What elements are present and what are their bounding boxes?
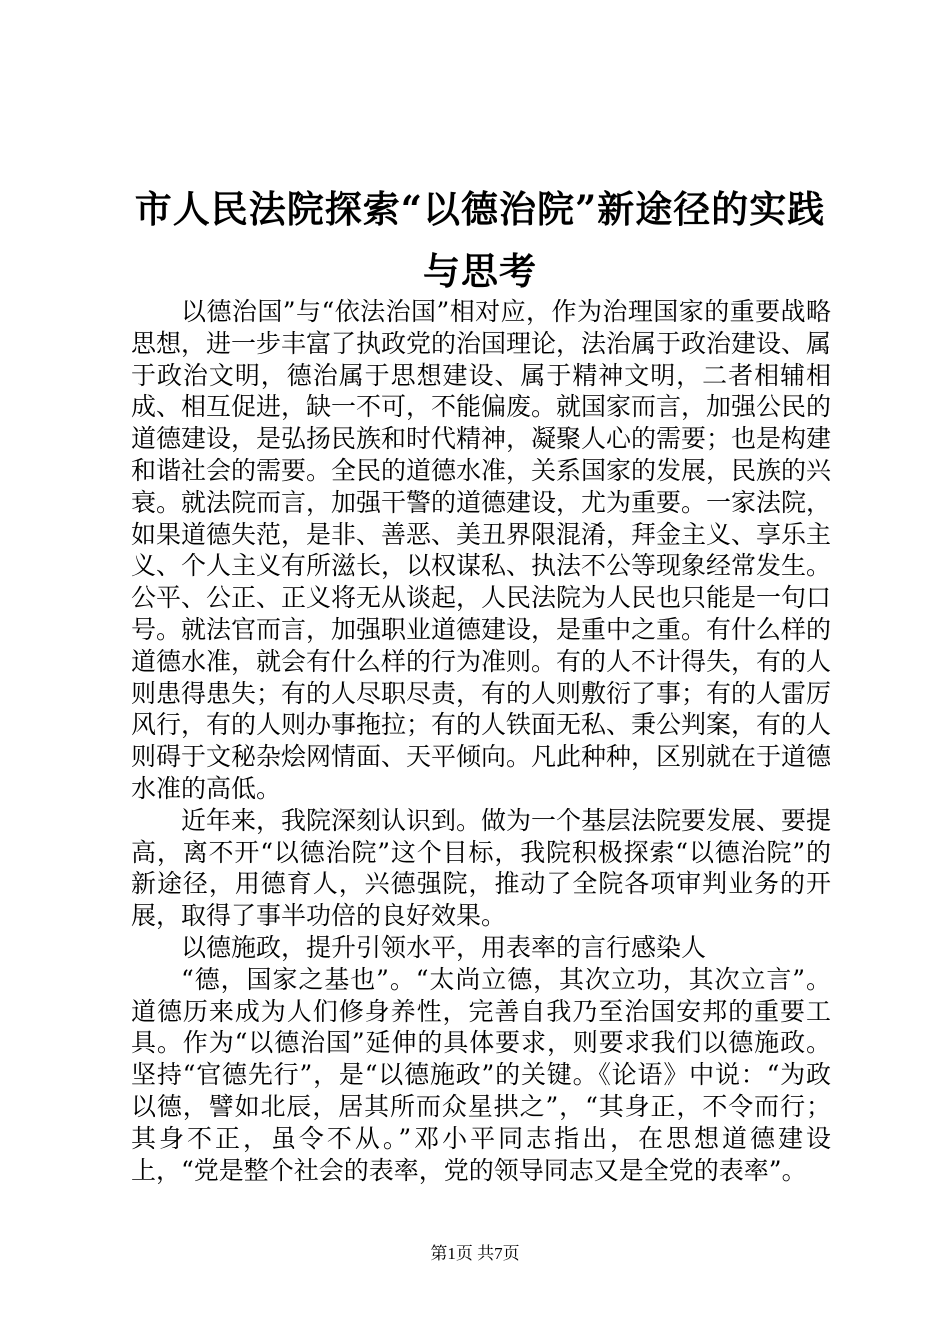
page-footer <box>0 1242 950 1266</box>
paragraph: 以德治国”与“依法治国”相对应，作为治理国家的重要战略思想，进一步丰富了执政党的治国理论，法治属于政治建设、属于政治文明，德治属于思想建设、属于精神文明，二者相辅相成、相互促进，缺一不可，不能偏废。就国家而言，加强公民的道德建设，是弘扬民族和时代精神，凝聚人心的需要；也是构建和谐社会的需要。全民的道德水准，关系国家的发展，民族的兴衰。就法院而言，加强干警的道德建设，尤为重要。一家法院，如果道德失范，是非、善恶、美丑界限混淆，拜金主义、享乐主义、个人主义有所滋长，以权谋私、执法不公等现象经常发生。公平、公正、正义将无从谈起，人民法院为人民也只能是一句口号。就法官而言，加强职业道德建设，是重中之重。有什么样的道德水准，就会有什么样的行为准则。有的人不计得失，有的人则患得患失；有的人尽职尽责，有的人则敷衍了事；有的人雷厉风行，有的人则办事拖拉；有的人铁面无私、秉公判案，有的人则碍于文秘杂烩网情面、天平倾向。凡此种种，区别就在于道德水准的高低。 <box>131 297 832 803</box>
document-body <box>131 296 831 1186</box>
paragraph: 近年来，我院深刻认识到。做为一个基层法院要发展、要提高，离不开“以德治院”这个目标，我院积极探索“以德治院”的新途径，用德育人，兴德强院，推动了全院各项审判业务的开展，取得了事半功倍的良好效果。 <box>131 805 832 931</box>
page-indicator: 第1页 共7页 <box>430 1244 520 1263</box>
paragraph: “德，国家之基也”。“太尚立德，其次立功，其次立言”。道德历来成为人们修身养性，完善自我乃至治国安邦的重要工具。作为“以德治国”延伸的具体要求，则要求我们以德施政。坚持“官德先行”，是“以德施政”的关键。《论语》中说：“为政以德，譬如北辰，居其所而众星拱之”，“其身正，不令而行；其身不正，虽令不从。”邓小平同志指出，在思想道德建设上，“党是整个社会的表率，党的领导同志又是全党的表率”。 <box>131 964 831 1185</box>
section-heading: 以德施政，提升引领水平，用表率的言行感染人 <box>181 932 707 962</box>
document-title: 市人民法院探索“以德治院”新途径的实践与思考 <box>134 187 826 293</box>
